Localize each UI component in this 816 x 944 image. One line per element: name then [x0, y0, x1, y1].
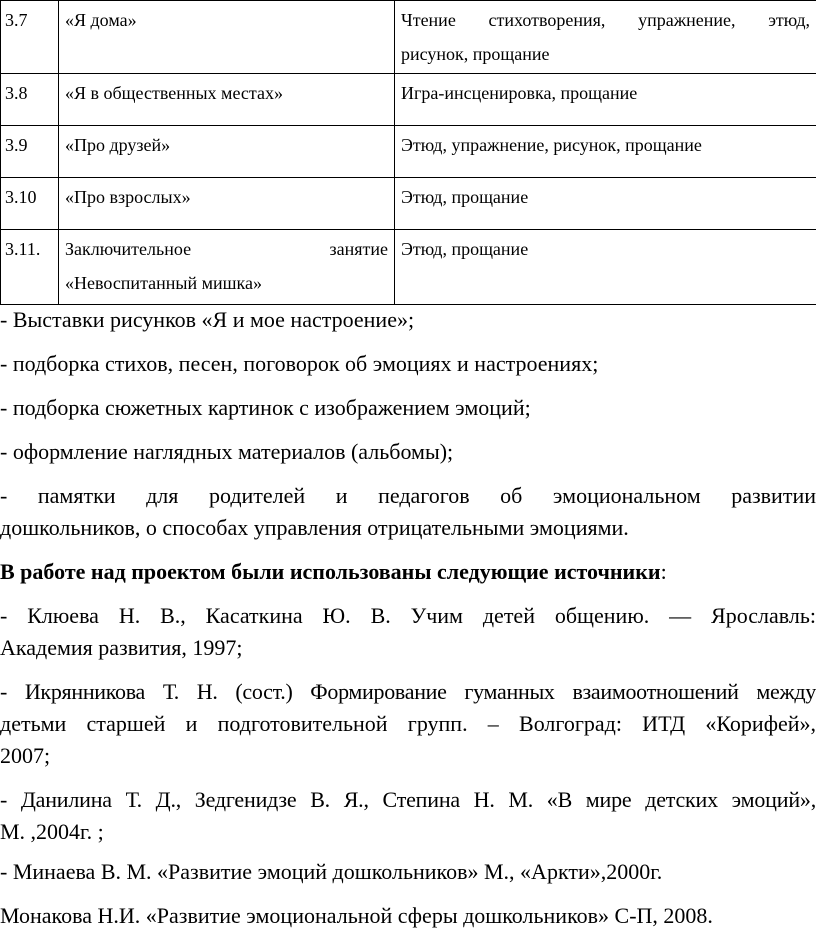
source-line: Академия развития, 1997;	[0, 635, 243, 660]
memo-line2: дошкольников, о способах управления отрицательными эмоциями.	[0, 515, 629, 540]
table-row	[1, 230, 816, 305]
table-row	[1, 178, 816, 230]
list-item: - подборка стихов, песен, поговорок об эмоциях и настроениях;	[0, 351, 599, 376]
source-line: - Данилина Т. Д., Зедгенидзе В. Я., Степина Н. М. «В мире детских эмоций»,	[0, 787, 816, 812]
memo-line1: - памятки для родителей и педагогов об эмоциональном развитии	[0, 483, 816, 508]
sources-heading-colon: :	[660, 559, 667, 584]
topic-word2: занятие	[329, 239, 388, 259]
table-row	[1, 126, 816, 178]
forms-line2: рисунок, прощание	[401, 44, 550, 64]
source-item: - Минаева В. М. «Развитие эмоций дошкольников» М., «Аркти»,2000г.	[0, 859, 663, 884]
source-line: - Икрянникова Т. Н. (сост.) Формирование гуманных взаимоотношений между	[0, 679, 816, 704]
row-forms: Этюд, прощание	[395, 178, 816, 230]
forms-line1: Чтение стихотворения, упражнение, этюд,	[401, 10, 810, 30]
source-item	[0, 784, 816, 848]
topic-line2: «Невоспитанный мишка»	[65, 273, 262, 293]
row-forms: Этюд, прощание	[395, 230, 816, 305]
source-line: 2007;	[0, 743, 51, 768]
source-item	[0, 676, 816, 772]
table-row	[1, 74, 816, 126]
row-number: 3.10	[1, 178, 59, 230]
row-topic: «Я в общественных местах»	[59, 74, 395, 126]
row-number: 3.8	[1, 74, 59, 126]
row-number: 3.7	[1, 1, 59, 74]
source-item	[0, 600, 816, 664]
source-line: детьми старшей и подготовительной групп. – Волгоград: ИТД «Корифей»,	[0, 711, 816, 736]
row-forms: Игра-инсценировка, прощание	[395, 74, 816, 126]
list-item: - подборка сюжетных картинок с изображением эмоций;	[0, 395, 531, 420]
sources-heading-text: В работе над проектом были использованы следующие источники	[0, 559, 661, 584]
table-row	[1, 1, 816, 74]
source-line: М. ,2004г. ;	[0, 819, 104, 844]
list-item: - оформление наглядных материалов (альбомы);	[0, 439, 454, 464]
row-forms	[395, 1, 816, 74]
row-forms: Этюд, упражнение, рисунок, прощание	[395, 126, 816, 178]
topic-line1	[65, 232, 388, 266]
row-topic: «Про взрослых»	[59, 178, 395, 230]
lessons-table	[0, 0, 816, 305]
topic-word1: Заключительное	[65, 239, 192, 259]
row-topic: «Я дома»	[59, 1, 395, 74]
list-item: - Выставки рисунков «Я и мое настроение»;	[0, 307, 415, 332]
source-line: - Клюева Н. В., Касаткина Ю. В. Учим детей общению. — Ярославль:	[0, 603, 816, 628]
sources-heading	[0, 556, 816, 588]
row-number: 3.11.	[1, 230, 59, 305]
memo-paragraph	[0, 480, 816, 544]
forms-line-justified	[401, 3, 810, 37]
source-item: Монакова Н.И. «Развитие эмоциональной сферы дошкольников» С-П, 2008.	[0, 903, 713, 928]
row-number: 3.9	[1, 126, 59, 178]
row-topic	[59, 230, 395, 305]
row-topic: «Про друзей»	[59, 126, 395, 178]
